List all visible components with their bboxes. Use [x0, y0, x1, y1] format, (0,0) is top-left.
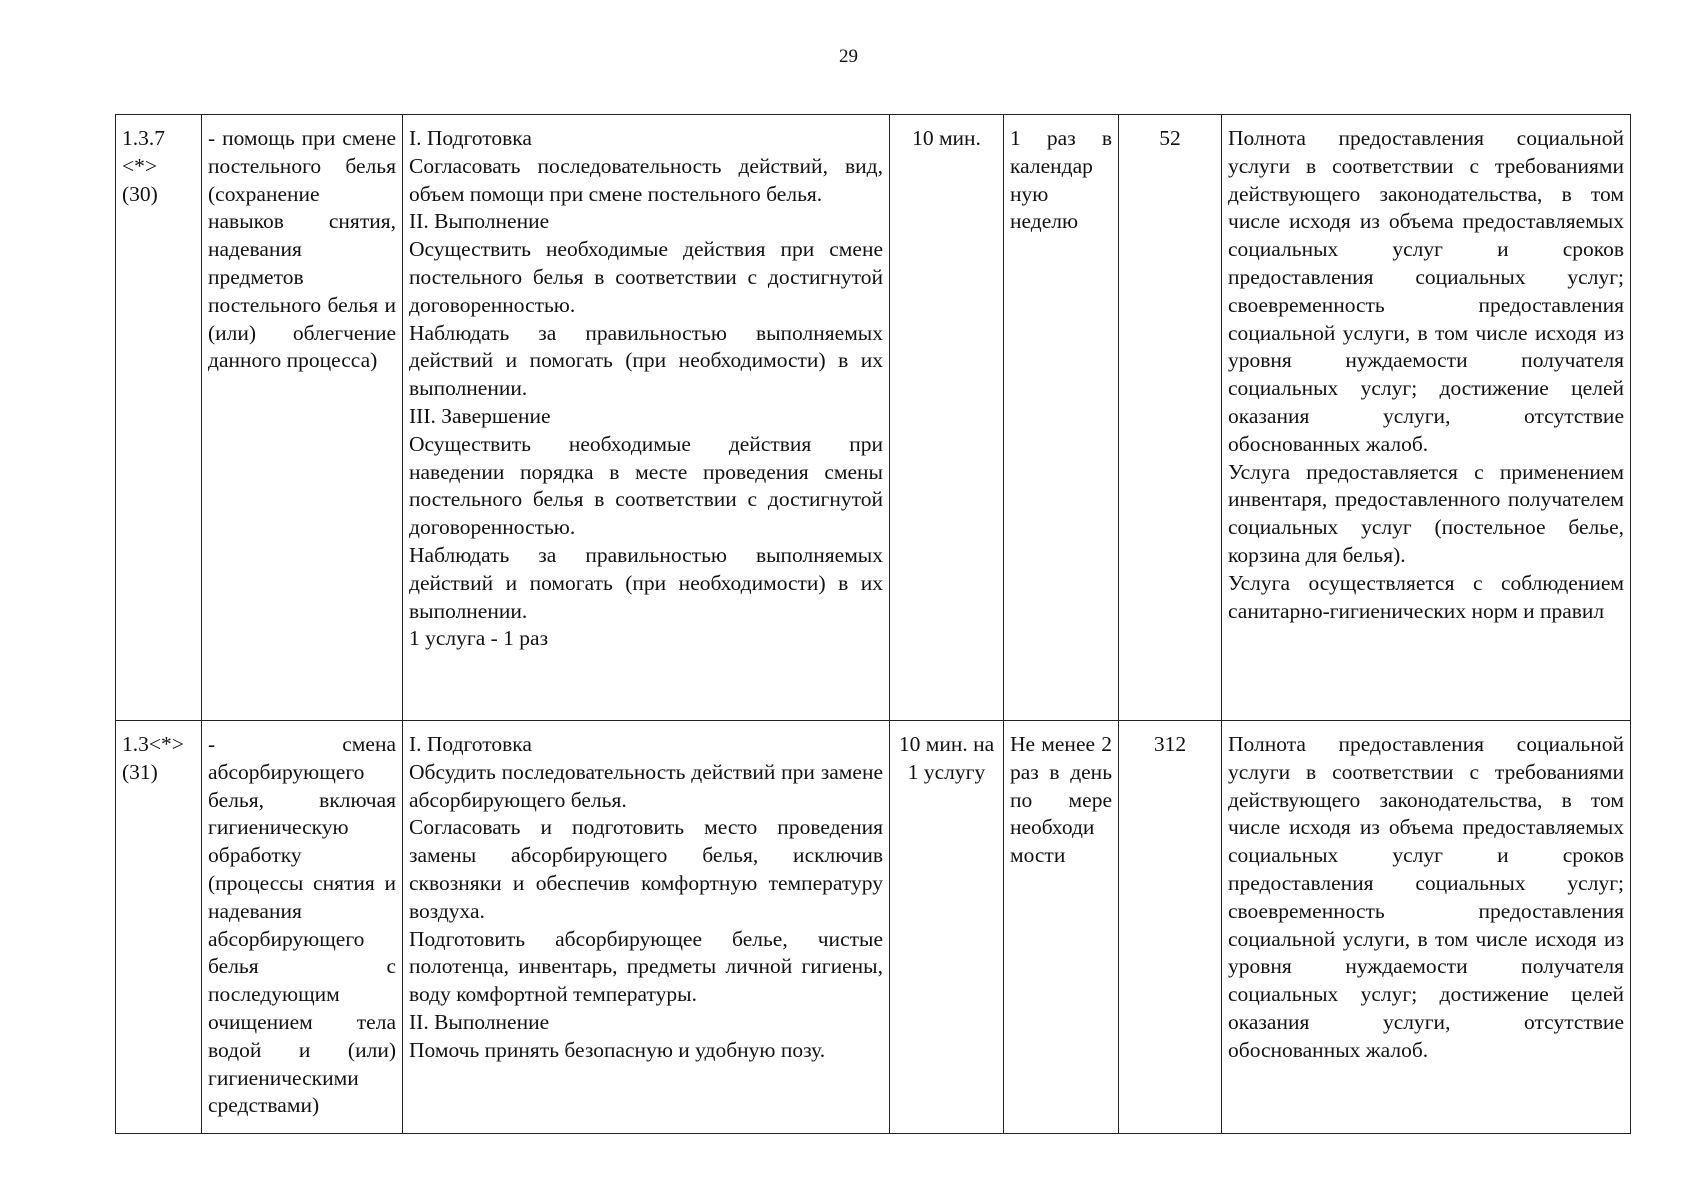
service-name-cell: - смена абсорбирующего белья, включая гигиеническую обработку (процессы снятия и надевания абсорбирующего белья с последующим очищением тела водой и (или) гигиеническими средствами): [202, 721, 403, 1134]
service-frequency-cell: Не менее 2 раз в день по мере необходи мости: [1004, 721, 1119, 1134]
procedure-line: Подготовить абсорбирующее белье, чистые полотенца, инвентарь, предметы личной гигиены, воду комфортной температуры.: [409, 926, 883, 1007]
service-frequency-cell: 1 раз в календар ную неделю: [1004, 115, 1119, 721]
procedure-line: I. Подготовка: [409, 732, 532, 756]
procedure-line: II. Выполнение: [409, 1009, 550, 1034]
procedure-line: Наблюдать за правильностью выполняемых действий и помогать (при необходимости) в их выполнении.: [409, 542, 883, 623]
service-count-cell: 312: [1119, 721, 1222, 1134]
service-procedure-cell: [403, 721, 890, 1134]
procedure-line: Осуществить необходимые действия при смене постельного белья в соответствии с достигнутой договоренностью.: [409, 237, 883, 317]
service-quality-cell: [1222, 721, 1631, 1134]
table-row: [116, 115, 1631, 721]
service-code-cell: 1.3<*> (31): [116, 721, 202, 1134]
page-number: 29: [839, 46, 858, 67]
services-table: [115, 114, 1631, 1134]
procedure-line: Обсудить последовательность действий при замене абсорбирующего белья.: [409, 759, 883, 812]
quality-paragraph: Услуга предоставляется с применением инвентаря, предоставленного получателем социальных услуг (постельное белье, корзина для белья).: [1228, 459, 1624, 567]
table-row: [116, 721, 1631, 1134]
procedure-line: Помочь принять безопасную и удобную позу.: [409, 1037, 826, 1062]
quality-paragraph: Полнота предоставления социальной услуги в соответствии с требованиями действующего законодательства, в том числе исходя из объема предоставляемых социальных услуг и сроков предоставления социальных услуг; своевременность предоставления социальной услуги, в том числе исходя из уровня нуждаемости получателя социальных услуг; достижение целей оказания услуги, отсутствие обоснованных жалоб.: [1228, 732, 1624, 1062]
procedure-line: Согласовать последовательность действий, вид, объем помощи при смене постельного белья.: [409, 153, 883, 206]
procedure-line: Наблюдать за правильностью выполняемых действий и помогать (при необходимости) в их выполнении.: [409, 320, 883, 401]
quality-paragraph: Услуга осуществляется с соблюдением санитарно-гигиенических норм и правил: [1228, 570, 1624, 623]
procedure-line: III. Завершение: [409, 403, 551, 428]
service-code-cell: 1.3.7 <*> (30): [116, 115, 202, 721]
service-quality-cell: [1222, 115, 1631, 721]
service-name-cell: - помощь при смене постельного белья (сохранение навыков снятия, надевания предметов постельного белья и (или) облегчение данного процесса): [202, 115, 403, 721]
service-time-cell: 10 мин.: [890, 115, 1004, 721]
procedure-line: Осуществить необходимые действия при наведении порядка в месте проведения смены постельного белья в соответствии с достигнутой договоренностью.: [409, 431, 883, 540]
quality-paragraph: Полнота предоставления социальной услуги в соответствии с требованиями действующего законодательства, в том числе исходя из объема предоставляемых социальных услуг и сроков предоставления социальных услуг; своевременность предоставления социальной услуги, в том числе исходя из уровня нуждаемости получателя социальных услуг; достижение целей оказания услуги, отсутствие обоснованных жалоб.: [1228, 126, 1624, 456]
procedure-line: II. Выполнение: [409, 209, 550, 234]
procedure-line: I. Подготовка: [409, 126, 532, 150]
service-time-cell: 10 мин. на 1 услугу: [890, 721, 1004, 1134]
service-procedure-cell: [403, 115, 890, 721]
procedure-line: 1 услуга - 1 раз: [409, 626, 549, 651]
service-count-cell: 52: [1119, 115, 1222, 721]
procedure-line: Согласовать и подготовить место проведения замены абсорбирующего белья, исключив сквозняки и обеспечив комфортную температуру воздуха.: [409, 815, 883, 923]
